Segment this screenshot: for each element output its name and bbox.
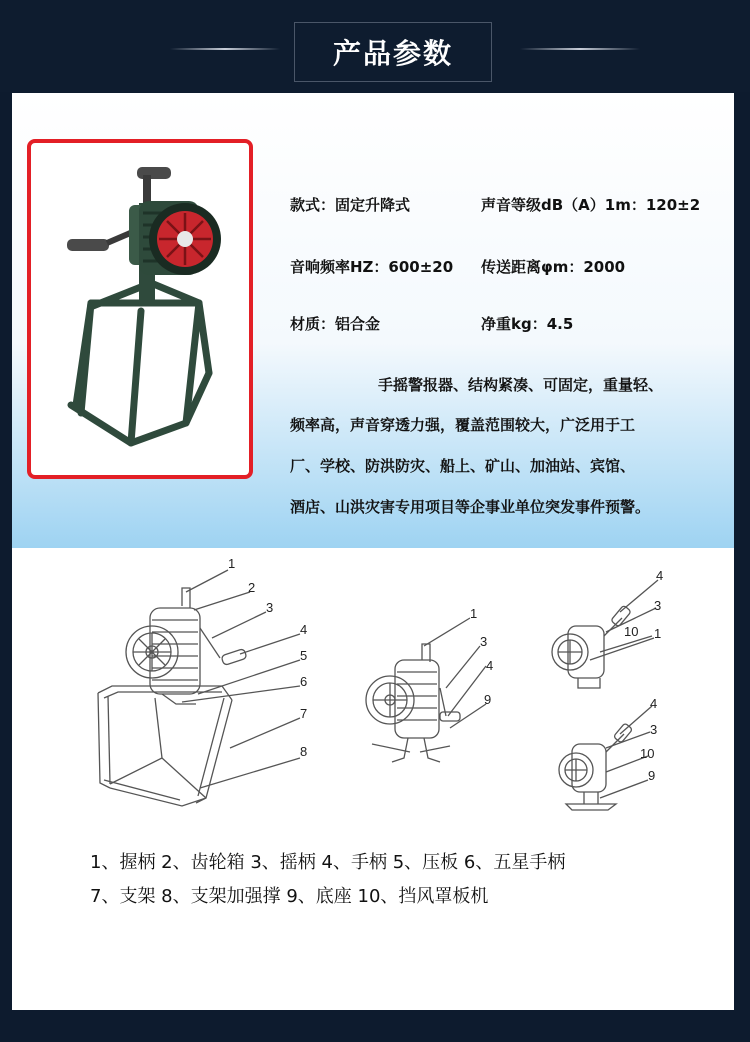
spec-material: 材质：铝合金 — [290, 315, 381, 333]
page-title: 产品参数 — [294, 22, 492, 82]
diagram-number: 6 — [300, 674, 308, 689]
description-line: 手摇警报器、结构紧凑、可固定，重量轻、 — [378, 376, 664, 394]
diagram-number: 4 — [486, 658, 494, 673]
spec-distance: 传送距离φm：2000 — [481, 258, 626, 276]
diagram-number: 10 — [624, 624, 639, 639]
diagram-number: 8 — [300, 744, 308, 759]
diagram-number: 4 — [650, 696, 658, 711]
spec-frequency: 音响频率HZ：600±20 — [290, 258, 454, 276]
diagram-number: 10 — [640, 746, 655, 761]
diagram-base-siren — [366, 644, 460, 762]
product-photo — [31, 143, 249, 475]
description-line: 酒店、山洪灾害专用项目等企事业单位突发事件预警。 — [290, 498, 651, 516]
diagram-number: 1 — [228, 556, 236, 571]
product-photo-frame — [27, 139, 253, 479]
diagram-number: 1 — [470, 606, 478, 621]
parts-diagram — [0, 548, 750, 848]
diagram-number: 3 — [266, 600, 274, 615]
diagram-number: 2 — [248, 580, 256, 595]
diagram-number: 4 — [656, 568, 664, 583]
diagram-number: 9 — [648, 768, 656, 783]
diagram-number: 3 — [480, 634, 488, 649]
diagram-number: 3 — [654, 598, 662, 613]
title-line-left — [170, 48, 280, 50]
diagram-number: 4 — [300, 622, 308, 637]
diagram-number: 3 — [650, 722, 658, 737]
spec-sound-level: 声音等级dB（A）1m：120±2 — [481, 196, 701, 214]
diagram-number: 5 — [300, 648, 308, 663]
diagram-number: 7 — [300, 706, 308, 721]
description-line: 频率高，声音穿透力强，覆盖范围较大，广泛用于工 — [290, 416, 636, 434]
diagram-stand-siren — [98, 588, 247, 806]
spec-net-weight: 净重kg：4.5 — [481, 315, 574, 333]
parts-legend-line-2: 7、支架 8、支架加强撑 9、底座 10、挡风罩板机 — [90, 886, 489, 907]
parts-legend-line-1: 1、握柄 2、齿轮箱 3、摇柄 4、手柄 5、压板 6、五星手柄 — [90, 852, 566, 873]
spec-style: 款式：固定升降式 — [290, 196, 411, 214]
diagram-number: 9 — [484, 692, 492, 707]
diagram-number: 1 — [654, 626, 662, 641]
title-line-right — [520, 48, 640, 50]
description-line: 厂、学校、防洪防灾、船上、矿山、加油站、宾馆、 — [290, 457, 636, 475]
